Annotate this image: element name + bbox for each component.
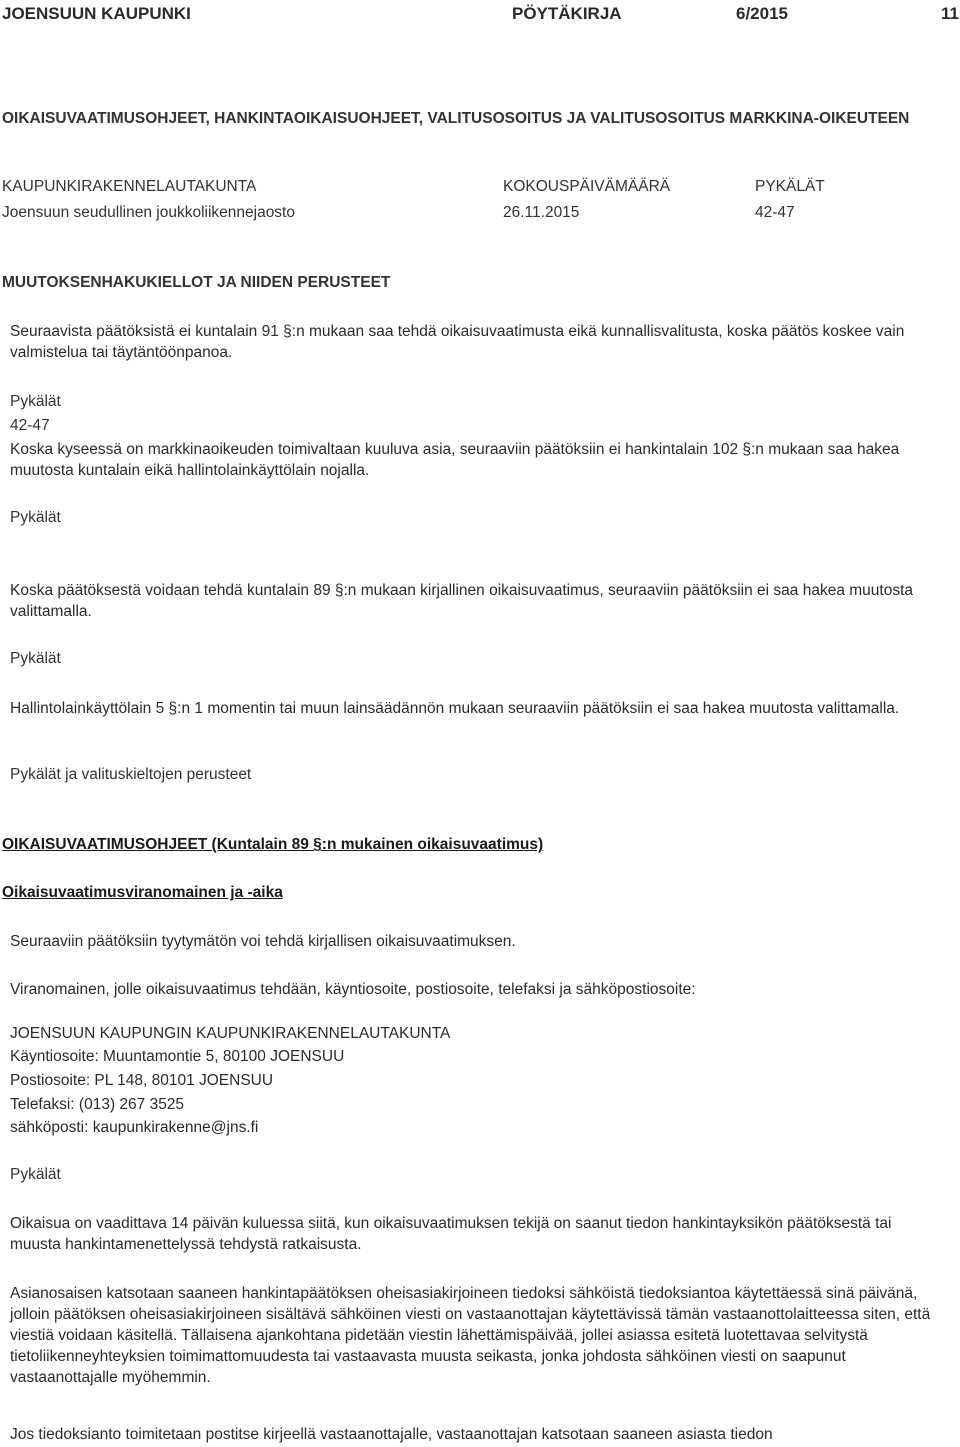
meta-value-sections: 42-47: [755, 204, 795, 221]
header-document-type: PÖYTÄKIRJA: [512, 4, 622, 23]
pykalat-label: Pykälät: [10, 1166, 61, 1183]
paragraph-restriction-1: Seuraavista päätöksistä ei kuntalain 91 §:n mukaan saa tehdä oikaisuvaatimusta eikä kunnallisvalitusta, koska päätös koskee vain valmistelua tai täytäntöönpanoa.: [10, 323, 905, 361]
header-document-number: 6/2015: [736, 4, 788, 23]
paragraph-deadline: Oikaisua on vaadittava 14 päivän kuluessa siitä, kun oikaisuvaatimuksen tekijä on saanut tiedon hankintayksikön päätöksestä tai muusta hankintamenettelyssä tehdystä ratkaisusta.: [10, 1215, 892, 1253]
header-page-number: 11: [941, 4, 959, 23]
pykalat-label: Pykälät: [10, 509, 61, 526]
address-visit: Käyntiosoite: Muuntamontie 5, 80100 JOENSUU: [10, 1048, 345, 1065]
header-organization: JOENSUUN KAUPUNKI: [2, 4, 191, 23]
pykalat-label: Pykälät: [10, 393, 61, 410]
paragraph-restriction-2: Koska kyseessä on markkinaoikeuden toimivaltaan kuuluva asia, seuraaviin päätöksiin ei hankintalain 102 §:n mukaan saa hakea muutosta kuntalain eikä hallintolainkäyttölain nojalla.: [10, 441, 900, 479]
meta-value-date: 26.11.2015: [503, 204, 580, 221]
heading-oikaisuvaatimusohjeet: OIKAISUVAATIMUSOHJEET (Kuntalain 89 §:n mukainen oikaisuvaatimus): [2, 836, 544, 853]
address-fax: Telefaksi: (013) 267 3525: [10, 1096, 185, 1113]
meta-value-body: Joensuun seudullinen joukkoliikennejaosto: [2, 204, 295, 221]
meta-label-date: KOKOUSPÄIVÄMÄÄRÄ: [503, 178, 671, 195]
paragraph-instructions-2: Viranomainen, jolle oikaisuvaatimus tehdään, käyntiosoite, postiosoite, telefaksi ja sähköpostiosoite:: [10, 981, 696, 998]
pykalat-range: 42-47: [10, 417, 50, 434]
meta-label-body: KAUPUNKIRAKENNELAUTAKUNTA: [2, 178, 257, 195]
address-organization: JOENSUUN KAUPUNGIN KAUPUNKIRAKENNELAUTAKUNTA: [10, 1025, 451, 1042]
heading-viranomainen-ja-aika: Oikaisuvaatimusviranomainen ja -aika: [2, 884, 283, 901]
paragraph-restriction-4: Hallintolainkäyttölain 5 §:n 1 momentin tai muun lainsäädännön mukaan seuraaviin päätöksiin ei saa hakea muutosta valittamalla.: [10, 700, 900, 717]
address-postal: Postiosoite: PL 148, 80101 JOENSUU: [10, 1072, 274, 1089]
paragraph-postal-notice: Jos tiedoksianto toimitetaan postitse kirjeellä vastaanottajalle, vastaanottajan katsotaan saaneen asiasta tiedon: [10, 1426, 773, 1443]
document-title: OIKAISUVAATIMUSOHJEET, HANKINTAOIKAISUOHJEET, VALITUSOSOITUS JA VALITUSOSOITUS MARKKINA-OIKEUTEEN: [2, 110, 910, 127]
pykalat-label: Pykälät: [10, 650, 61, 667]
address-email: sähköposti: kaupunkirakenne@jns.fi: [10, 1119, 259, 1136]
meta-label-sections: PYKÄLÄT: [755, 178, 825, 195]
paragraph-restriction-3: Koska päätöksestä voidaan tehdä kuntalain 89 §:n mukaan kirjallinen oikaisuvaatimus, seuraaviin päätöksiin ei saa hakea muutosta valittamalla.: [10, 582, 913, 620]
pykalat-grounds-label: Pykälät ja valituskieltojen perusteet: [10, 766, 252, 783]
paragraph-instructions-1: Seuraaviin päätöksiin tyytymätön voi tehdä kirjallisen oikaisuvaatimuksen.: [10, 933, 516, 950]
page-header: [0, 4, 960, 26]
section-heading: MUUTOKSENHAKUKIELLOT JA NIIDEN PERUSTEET: [2, 274, 391, 291]
paragraph-electronic-notice: Asianosaisen katsotaan saaneen hankintapäätöksen oheisasiakirjoineen tiedoksi sähköistä tiedoksiantoa käytettäessä sinä päivänä, jolloin päätöksen oheisasiakirjoineen sisältävä sähköinen viesti on vastaanottajan käytettävissä tämän vastaanottolaitteessa siten, että viestiä voidaan käsitellä. Tällaisena ajankohtana pidetään viestin lähettämispäivää, jollei asiassa esitetä luotettavaa selvitystä tietoliikenneyhteyksien toimimattomuudesta tai vastaavasta muusta seikasta, jonka johdosta sähköinen viesti on saapunut vastaanottajalle myöhemmin.: [10, 1285, 931, 1386]
